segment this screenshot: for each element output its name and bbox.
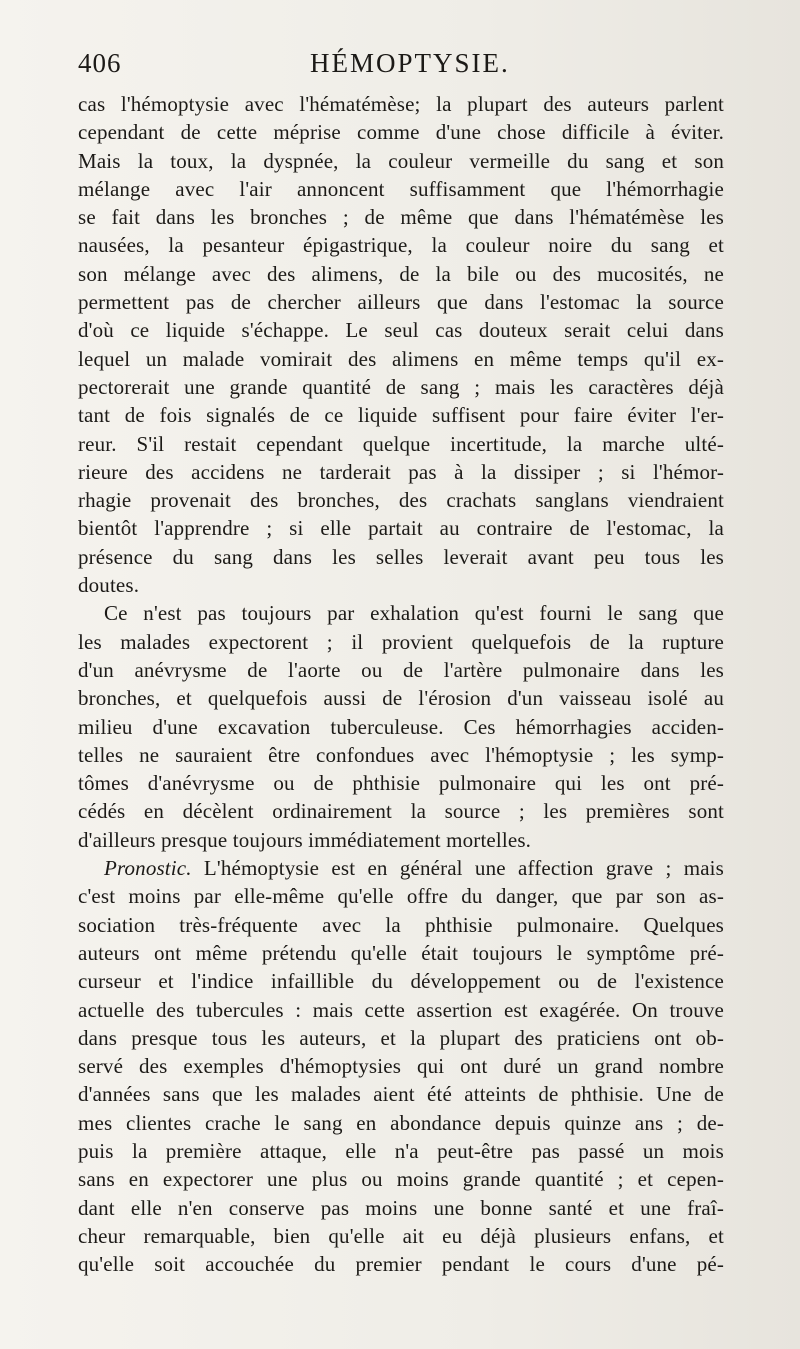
text-line: curseur et l'indice infaillible du développement ou de l'existence — [78, 969, 724, 994]
text-line: dans presque tous les auteurs, et la plupart des praticiens ont ob- — [78, 1025, 724, 1050]
text-line: dant elle n'en conserve pas moins une bonne santé et une fraî- — [78, 1195, 724, 1220]
text-line: nausées, la pesanteur épigastrique, la couleur noire du sang et — [78, 233, 724, 258]
body-text — [78, 90, 724, 1278]
text-line: qu'elle soit accouchée du premier pendant le cours d'une pé- — [78, 1252, 724, 1277]
pronostic-label: Pronostic. — [104, 856, 192, 881]
text-line: tômes d'anévrysme ou de phthisie pulmonaire qui les ont pré- — [78, 771, 724, 796]
text-line: Ce n'est pas toujours par exhalation qu'est fourni le sang que — [104, 601, 724, 626]
text-line: bientôt l'apprendre ; si elle partait au contraire de l'estomac, la — [78, 516, 724, 541]
text-line: c'est moins par elle-même qu'elle offre du danger, que par son as- — [78, 884, 724, 909]
text-line: pectorerait une grande quantité de sang ; mais les caractères déjà — [78, 374, 724, 399]
text-line: reur. S'il restait cependant quelque incertitude, la marche ulté- — [78, 431, 724, 456]
text-line: cependant de cette méprise comme d'une chose difficile à éviter. — [78, 120, 724, 145]
text-line: bronches, et quelquefois aussi de l'érosion d'un vaisseau isolé au — [78, 686, 724, 711]
text-line: d'ailleurs presque toujours immédiatement mortelles. — [78, 827, 532, 852]
text-line: les malades expectorent ; il provient quelquefois de la rupture — [78, 629, 724, 654]
text-line: Mais la toux, la dyspnée, la couleur vermeille du sang et son — [78, 148, 724, 173]
text-line: mes clientes crache le sang en abondance depuis quinze ans ; de- — [78, 1110, 724, 1135]
text-line: doutes. — [78, 573, 140, 598]
text-line: auteurs ont même prétendu qu'elle était toujours le symptôme pré- — [78, 940, 724, 965]
text-line: cheur remarquable, bien qu'elle ait eu déjà plusieurs enfans, et — [78, 1223, 724, 1248]
pronostic-text: L'hémoptysie est en général une affection grave ; mais — [203, 856, 724, 881]
text-line: présence du sang dans les selles leverait avant peu tous les — [78, 544, 724, 569]
text-line: cédés en décèlent ordinairement la source ; les premières sont — [78, 799, 724, 824]
text-line: d'années sans que les malades aient été atteints de phthisie. Une de — [78, 1082, 724, 1107]
running-title: HÉMOPTYSIE. — [310, 48, 510, 78]
text-line: actuelle des tubercules : mais cette assertion est exagérée. On trouve — [78, 997, 724, 1022]
text-line: tant de fois signalés de ce liquide suffisent pour faire éviter l'er- — [78, 403, 724, 428]
page-header — [78, 48, 728, 88]
text-line: rieure des accidens ne tarderait pas à la dissiper ; si l'hémor- — [78, 459, 724, 484]
text-line: lequel un malade vomirait des alimens en même temps qu'il ex- — [78, 346, 724, 371]
text-line: sans en expectorer une plus ou moins grande quantité ; et cepen- — [78, 1167, 724, 1192]
text-line: puis la première attaque, elle n'a peut-être pas passé un mois — [78, 1138, 724, 1163]
text-line: rhagie provenait des bronches, des crachats sanglans viendraient — [78, 488, 724, 513]
text-line: d'où ce liquide s'échappe. Le seul cas douteux serait celui dans — [78, 318, 724, 343]
page-number: 406 — [78, 48, 122, 78]
text-line: mélange avec l'air annoncent suffisamment que l'hémorrhagie — [78, 176, 724, 201]
text-line: sociation très-fréquente avec la phthisie pulmonaire. Quelques — [78, 912, 724, 937]
text-line: se fait dans les bronches ; de même que dans l'hématémèse les — [78, 205, 724, 230]
text-line: son mélange avec des alimens, de la bile ou des mucosités, ne — [78, 261, 724, 286]
text-line: servé des exemples d'hémoptysies qui ont duré un grand nombre — [78, 1054, 724, 1079]
text-line: milieu d'une excavation tuberculeuse. Ces hémorrhagies acciden- — [78, 714, 724, 739]
text-line: telles ne sauraient être confondues avec l'hémoptysie ; les symp- — [78, 742, 724, 767]
text-line: d'un anévrysme de l'aorte ou de l'artère pulmonaire dans les — [78, 657, 724, 682]
text-line: permettent pas de chercher ailleurs que dans l'estomac la source — [78, 290, 724, 315]
text-line-pronostic — [78, 854, 724, 882]
text-line: cas l'hémoptysie avec l'hématémèse; la plupart des auteurs parlent — [78, 92, 724, 116]
